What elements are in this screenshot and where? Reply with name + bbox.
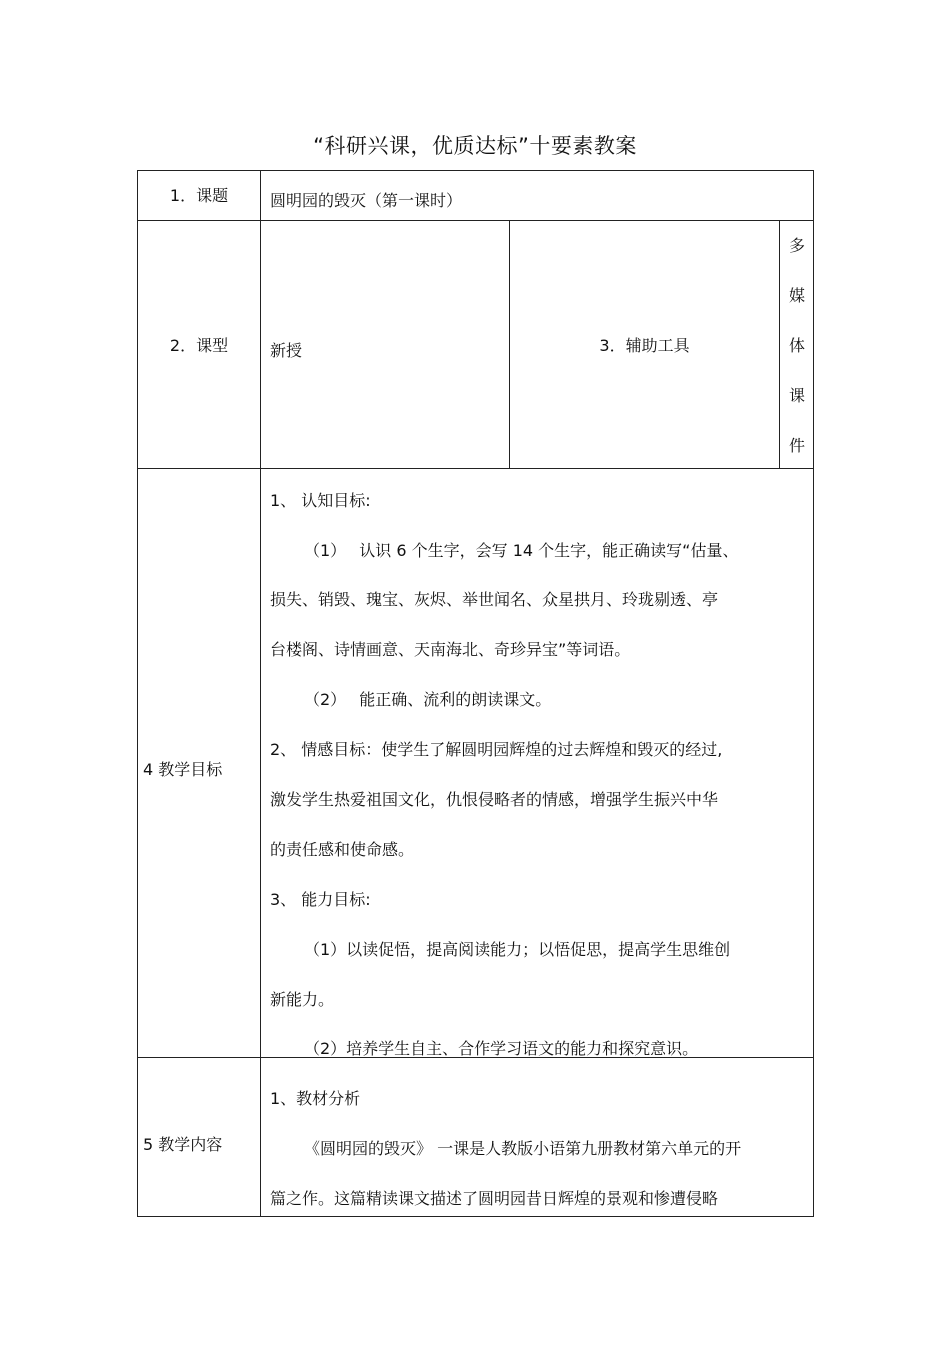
goals-line: 新能力。 [270, 990, 335, 1009]
type-value: 新授 [270, 341, 303, 360]
aux-tool-char: 体 [788, 336, 805, 355]
goals-line: 1、 认知目标: [270, 491, 371, 510]
aux-tool-label: 3．辅助工具 [599, 336, 690, 355]
goals-line: 2、 情感目标：使学生了解圆明园辉煌的过去辉煌和毁灭的经过, [270, 740, 723, 759]
aux-tool-char: 课 [788, 386, 805, 405]
content-label: 5 教学内容 [143, 1135, 223, 1154]
type-label: 2．课型 [169, 336, 229, 355]
page-title: “科研兴课，优质达标”十要素教案 [313, 134, 637, 158]
topic-label: 1．课题 [169, 186, 229, 205]
content-line: 篇之作。这篇精读课文描述了圆明园昔日辉煌的景观和惨遭侵略 [270, 1189, 719, 1208]
aux-tool-char: 多 [788, 236, 805, 255]
aux-tool-value [780, 221, 814, 471]
content-line: 1、教材分析 [270, 1089, 361, 1108]
goals-line: （2）培养学生自主、合作学习语文的能力和探究意识。 [304, 1039, 699, 1058]
goals-line: 的责任感和使命感。 [270, 840, 415, 859]
lesson-plan-table [137, 170, 814, 1217]
column-divider [260, 171, 261, 1216]
row-divider [138, 220, 813, 221]
row-divider [138, 468, 813, 469]
goals-line: （2） 能正确、流利的朗读课文。 [304, 690, 552, 709]
goals-line: 损失、销毁、瑰宝、灰烬、举世闻名、众星拱月、玲珑剔透、亭 [270, 590, 719, 609]
goals-line: 台楼阁、诗情画意、天南海北、奇珍异宝”等词语。 [270, 640, 631, 659]
goals-label: 4 教学目标 [143, 760, 223, 779]
aux-tool-char: 媒 [788, 286, 805, 305]
aux-tool-char: 件 [788, 436, 805, 455]
goals-line: 3、 能力目标: [270, 890, 371, 909]
goals-line: （1）以读促悟，提高阅读能力；以悟促思，提高学生思维创 [304, 940, 731, 959]
content-line: 《圆明园的毁灭》 一课是人教版小语第九册教材第六单元的开 [304, 1139, 742, 1158]
topic-value: 圆明园的毁灭（第一课时） [270, 191, 463, 210]
goals-line: （1） 认识 6 个生字，会写 14 个生字，能正确读写“估量、 [304, 541, 739, 560]
goals-line: 激发学生热爱祖国文化，仇恨侵略者的情感，增强学生振兴中华 [270, 790, 719, 809]
